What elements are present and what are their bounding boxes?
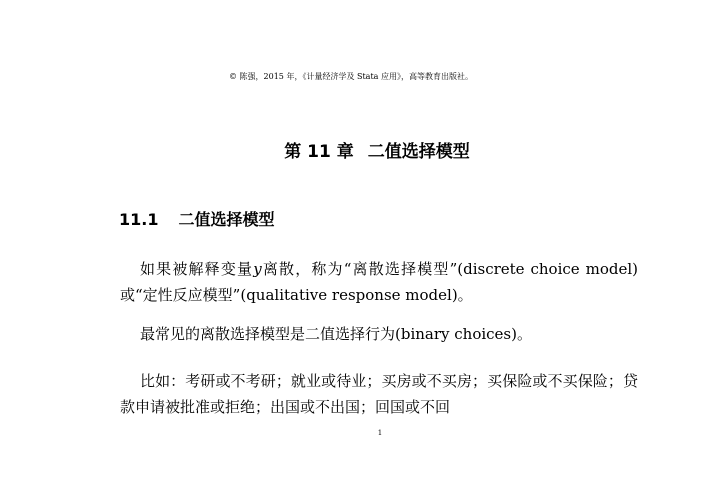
- paragraph-examples: 比如：考研或不考研；就业或待业；买房或不买房；买保险或不买保险；贷款申请被批准或拒绝；出国或不出国；回国或不回: [120, 372, 638, 416]
- section-title: 二值选择模型: [178, 210, 275, 229]
- paragraph-text: 如果被解释变量: [140, 260, 254, 278]
- chapter-heading: [0, 140, 702, 164]
- paragraph-text: 离散，称为“离散选择模型”(discrete choice model)或“定性反应模型”(qualitative response model)。: [120, 260, 638, 304]
- chapter-number: 第 11 章: [284, 142, 354, 162]
- page-number: 1: [377, 429, 383, 437]
- paragraph-discrete-choice: [120, 256, 638, 308]
- section-heading: [119, 208, 275, 232]
- paragraph-binary-choices: 最常见的离散选择模型是二值选择行为(binary choices)。: [140, 325, 532, 343]
- variable-y: y: [253, 260, 262, 278]
- section-number: 11.1: [119, 210, 159, 229]
- chapter-title: 二值选择模型: [367, 142, 470, 162]
- copyright-notice: © 陈强，2015 年，《计量经济学及 Stata 应用》，高等教育出版社。: [229, 72, 473, 81]
